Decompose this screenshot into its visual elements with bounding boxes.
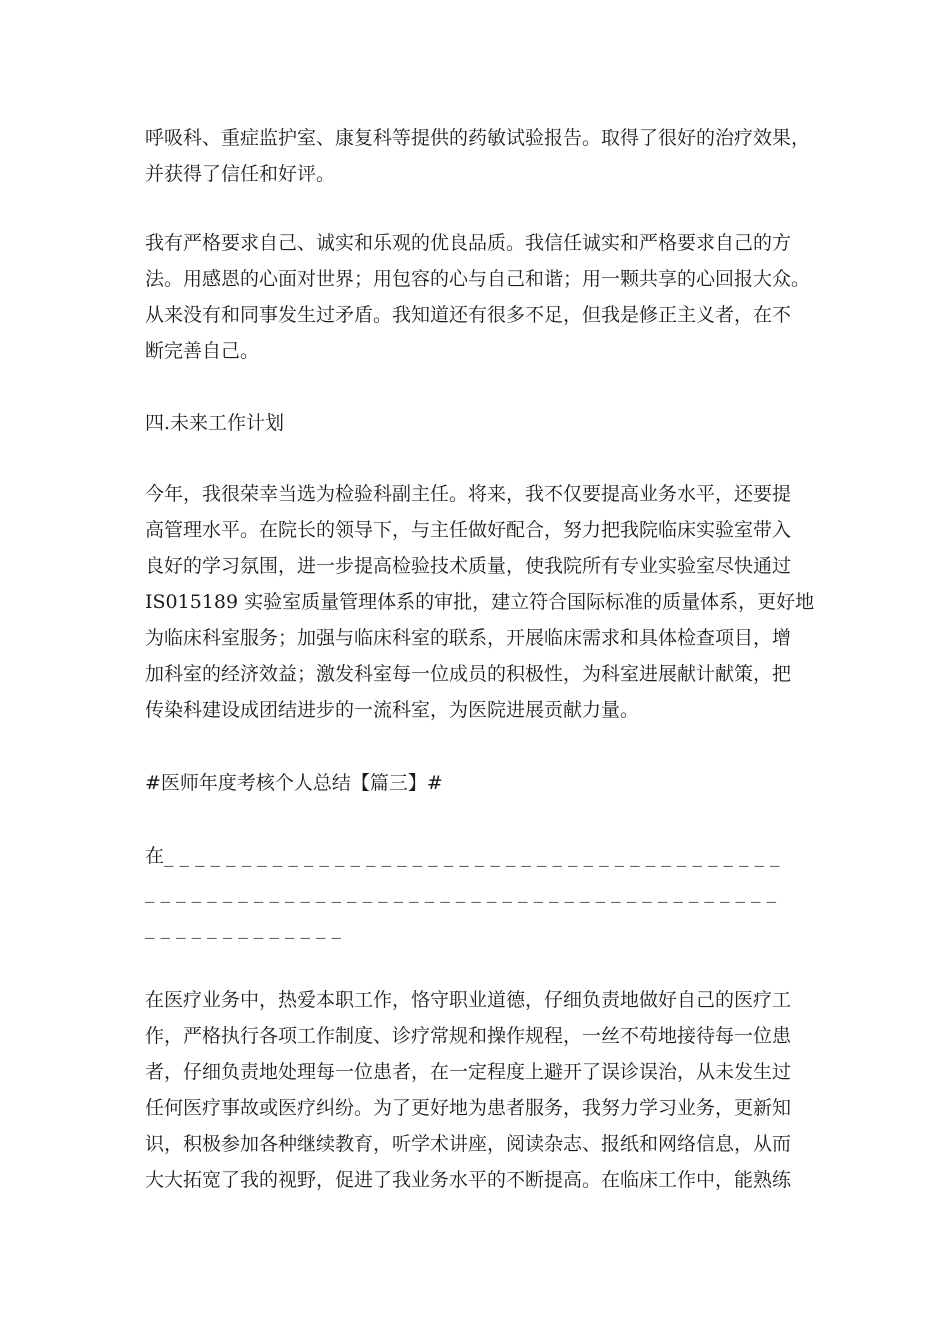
blank-line: 在_ _ _ _ _ _ _ _ _ _ _ _ _ _ _ _ _ _ _ _ _ _ _ _ _ _ _ _ _ _ _ _ _ _ _ _ _ _ _ _ (145, 845, 780, 867)
paragraph-line: 从来没有和同事发生过矛盾。我知道还有很多不足，但我是修正主义者，在不 (145, 304, 792, 326)
paragraph-line: 传染科建设成团结进步的一流科室，为医院进展贡献力量。 (145, 699, 640, 721)
blank-line: _ _ _ _ _ _ _ _ _ _ _ _ _ _ _ _ _ _ _ _ _ _ _ _ _ _ _ _ _ _ _ _ _ _ _ _ _ _ _ _ _ (145, 881, 777, 903)
paragraph-2 (145, 225, 810, 369)
paragraph-line: 良好的学习氛围，进一步提高检验技术质量，使我院所有专业实验室尽快通过 (145, 555, 792, 577)
paragraph-3 (145, 476, 815, 728)
paragraph-line: 高管理水平。在院长的领导下，与主任做好配合，努力把我院临床实验室带入 (145, 519, 792, 541)
paragraph-line: 加科室的经济效益；激发科室每一位成员的积极性，为科室进展献计献策，把 (145, 663, 792, 685)
blank-line: _ _ _ _ _ _ _ _ _ _ _ _ _ (145, 917, 341, 939)
paragraph-line: 在医疗业务中，热爱本职工作，恪守职业道德，仔细负责地做好自己的医疗工 (145, 989, 792, 1011)
paragraph-line: 呼吸科、重症监护室、康复科等提供的药敏试验报告。取得了很好的治疗效果， (145, 127, 811, 149)
paragraph-line: 我有严格要求自己、诚实和乐观的优良品质。我信任诚实和严格要求自己的方 (145, 232, 792, 254)
paragraph-1 (145, 120, 810, 192)
paragraph-line: IS015189 实验室质量管理体系的审批，建立符合国际标准的质量体系，更好地 (145, 591, 815, 613)
paragraph-line: 并获得了信任和好评。 (145, 163, 336, 185)
paragraph-line: 识，积极参加各种继续教育，听学术讲座，阅读杂志、报纸和网络信息，从而 (145, 1133, 792, 1155)
paragraph-line: 为临床科室服务；加强与临床科室的联系，开展临床需求和具体检查项目，增 (145, 627, 792, 649)
paragraph-line: 法。用感恩的心面对世界；用包容的心与自己和谐；用一颗共享的心回报大众。 (145, 268, 811, 290)
paragraph-line: 大大拓宽了我的视野，促进了我业务水平的不断提高。在临床工作中，能熟练 (145, 1169, 792, 1191)
paragraph-line: 作，严格执行各项工作制度、诊疗常规和操作规程，一丝不苟地接待每一位患 (145, 1025, 792, 1047)
paragraph-line: 今年，我很荣幸当选为检验科副主任。将来，我不仅要提高业务水平，还要提 (145, 483, 792, 505)
paragraph-line: 者，仔细负责地处理每一位患者，在一定程度上避开了误诊误治，从未发生过 (145, 1061, 792, 1083)
paragraph-line: 断完善自己。 (145, 340, 260, 362)
paragraph-line: 任何医疗事故或医疗纠纷。为了更好地为患者服务，我努力学习业务，更新知 (145, 1097, 792, 1119)
fill-in-blank (145, 838, 810, 946)
section-heading-part3: #医师年度考核个人总结【篇三】# (145, 772, 443, 794)
section-heading-plan: 四.未来工作计划 (145, 412, 285, 434)
paragraph-4 (145, 982, 810, 1198)
